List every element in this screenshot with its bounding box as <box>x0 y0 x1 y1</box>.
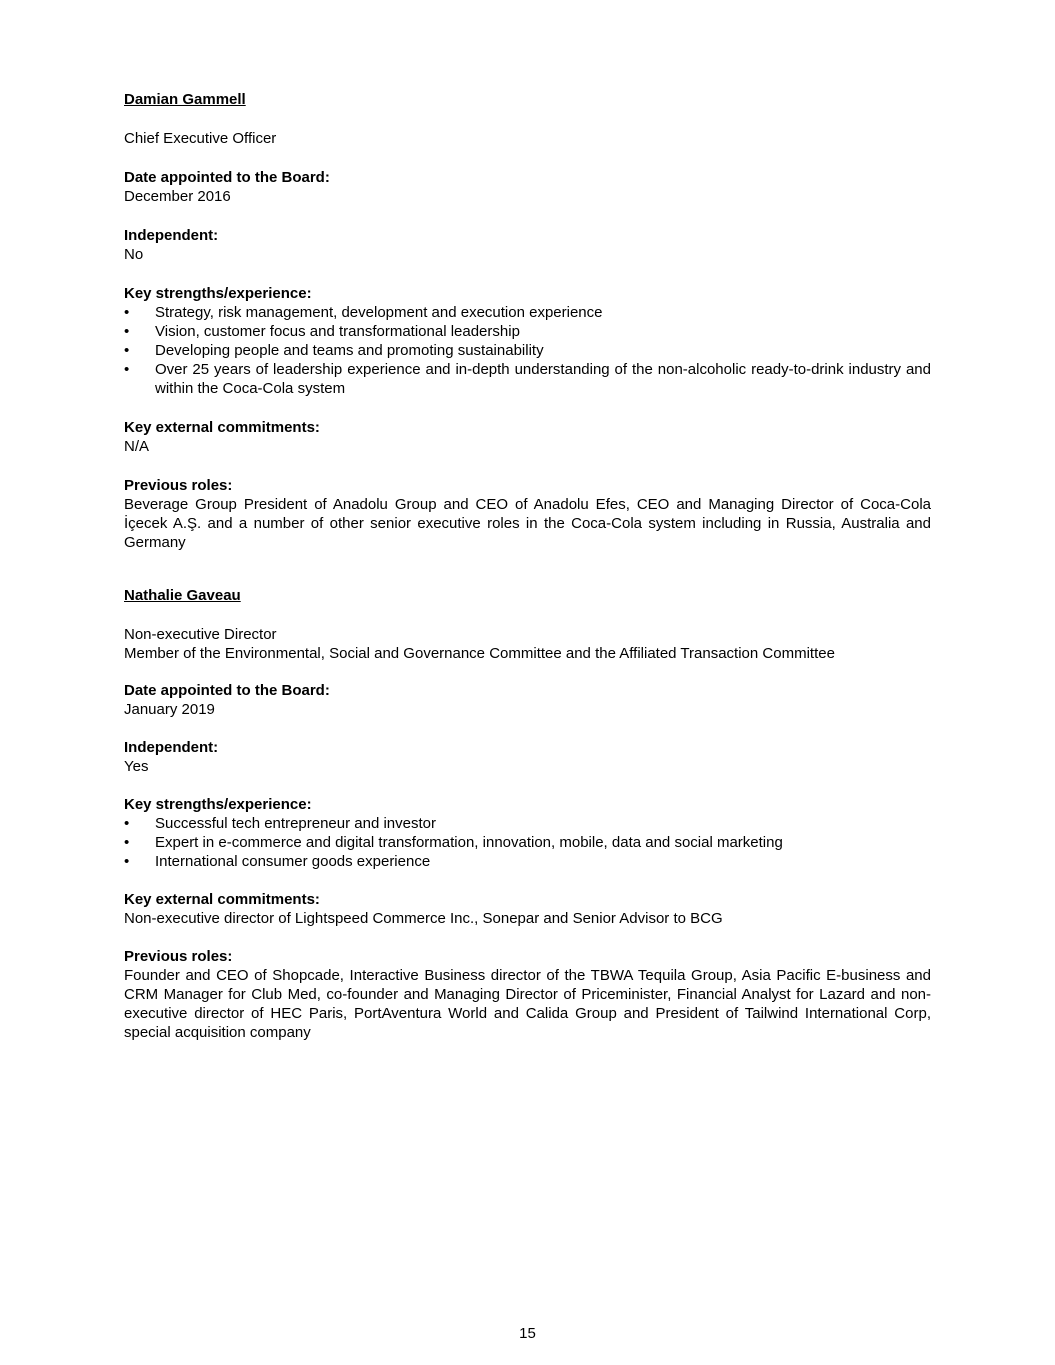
key-strengths-list <box>124 303 931 398</box>
key-strengths-list <box>124 814 931 871</box>
date-appointed-label: Date appointed to the Board: <box>124 682 330 699</box>
page-number: 15 <box>519 1325 536 1342</box>
date-appointed-value: January 2019 <box>124 701 215 718</box>
list-item: • Expert in e-commerce and digital transformation, innovation, mobile, data and social marketing <box>124 834 783 851</box>
list-item: • International consumer goods experience <box>124 853 431 870</box>
key-external-commitments-value: N/A <box>124 438 150 455</box>
director-name: Damian Gammell <box>124 91 246 108</box>
bullet-icon: • <box>124 815 130 832</box>
bullet-icon: • <box>124 361 130 378</box>
previous-roles-value: Founder and CEO of Shopcade, Interactive Business director of the TBWA Tequila Group, Asia Pacific E-business and CRM Manager for Club Med, co-founder and Managing Director of Priceminister, Financial Analyst for Lazard and non-executive director of HEC Paris, PortAventura World and Calida Group and President of Tailwind International Corp, special acquisition company <box>124 967 931 1041</box>
previous-roles-label: Previous roles: <box>124 477 233 494</box>
list-item: • Vision, customer focus and transformational leadership <box>124 323 520 340</box>
date-appointed-value: December 2016 <box>124 188 231 205</box>
independent-value: Yes <box>124 758 149 775</box>
list-item: • Developing people and teams and promoting sustainability <box>124 342 544 359</box>
director-profile-gammell <box>124 90 931 552</box>
bullet-icon: • <box>124 342 130 359</box>
bullet-icon: • <box>124 304 130 321</box>
bullet-icon: • <box>124 834 130 851</box>
list-item: • Over 25 years of leadership experience and in-depth understanding of the non-alcoholic ready-to-drink industry and within the Coca-Cola system <box>124 361 931 397</box>
bullet-icon: • <box>124 853 130 870</box>
list-item: • Successful tech entrepreneur and investor <box>124 815 436 832</box>
list-item: • Strategy, risk management, development and execution experience <box>124 304 603 321</box>
key-external-commitments-label: Key external commitments: <box>124 419 320 436</box>
date-appointed-label: Date appointed to the Board: <box>124 169 330 186</box>
document-page <box>124 90 931 1041</box>
key-external-commitments-label: Key external commitments: <box>124 891 320 908</box>
bullet-icon: • <box>124 323 130 340</box>
director-role: Chief Executive Officer <box>124 130 277 147</box>
director-profile-gaveau <box>124 586 931 1042</box>
key-strengths-label: Key strengths/experience: <box>124 796 312 813</box>
previous-roles-value: Beverage Group President of Anadolu Group and CEO of Anadolu Efes, CEO and Managing Director of Coca-Cola İçecek A.Ş. and a number of other senior executive roles in the Coca-Cola system including in Russia, Australia and Germany <box>124 496 931 551</box>
independent-label: Independent: <box>124 227 219 244</box>
director-role: Non-executive Director <box>124 626 277 643</box>
independent-value: No <box>124 246 144 263</box>
key-strengths-label: Key strengths/experience: <box>124 285 312 302</box>
previous-roles-label: Previous roles: <box>124 948 233 965</box>
key-external-commitments-value: Non-executive director of Lightspeed Commerce Inc., Sonepar and Senior Advisor to BCG <box>124 910 723 927</box>
director-name: Nathalie Gaveau <box>124 587 241 604</box>
director-committee-membership: Member of the Environmental, Social and Governance Committee and the Affiliated Transaction Committee <box>124 645 835 662</box>
independent-label: Independent: <box>124 739 219 756</box>
